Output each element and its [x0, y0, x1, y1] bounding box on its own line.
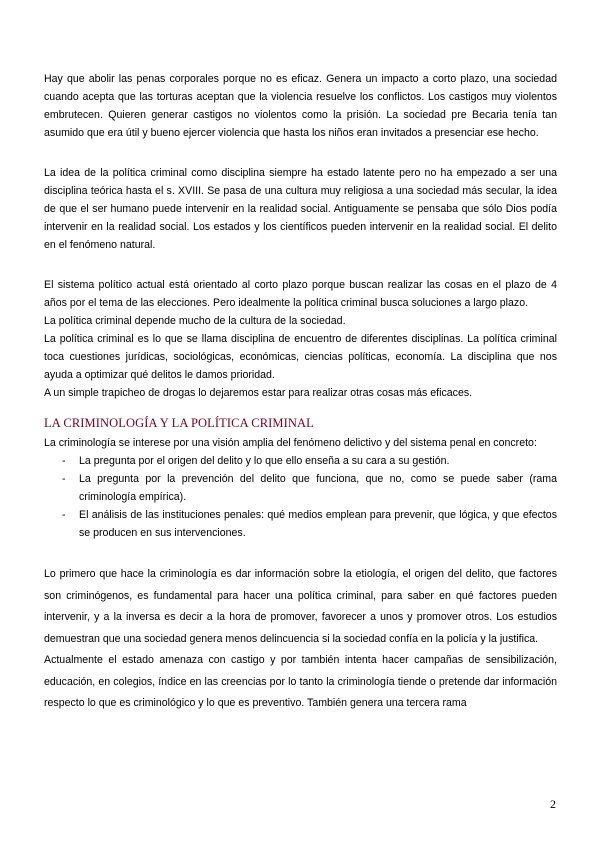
dash-bullet: - [62, 509, 66, 521]
list-item [64, 452, 557, 470]
paragraph-trapicheo: A un simple trapicheo de drogas lo dejaremos estar para realizar otras cosas más eficaces. [44, 387, 473, 399]
list-item [64, 470, 557, 506]
bullet-list [44, 452, 557, 542]
paragraph-sistema-politico: El sistema político actual está orientado al corto plazo porque buscan realizar las cosas en el plazo de 4 años por el tema de las elecciones. Pero idealmente la política criminal busca soluciones a largo plazo. [44, 279, 557, 309]
list-item-text: La pregunta por la prevención del delito que funciona, que no, como se puede saber (rama criminología empírica). [79, 473, 557, 503]
page-number: 2 [550, 797, 556, 811]
list-item-text: El análisis de las instituciones penales: qué medios emplean para prevenir, que lógica, y que efectos se producen en sus intervenciones. [79, 509, 557, 539]
list-item [64, 506, 557, 542]
paragraph-politica-criminal-disciplina: La idea de la política criminal como disciplina siempre ha estado latente pero no ha empezado a ser una disciplina teórica hasta el s. XVIII. Se pasa de una cultura muy religiosa a una sociedad más secular, la idea de que el ser humano puede intervenir en la realidad social. Antiguamente se pensaba que sólo Dios podía intervenir en la realidad social. Los estados y los científicos pueden intervenir en la realidad social. El delito en el fenómeno natural. [44, 167, 557, 251]
list-item-text: La pregunta por el origen del delito y lo que ello enseña a su cara a su gestión. [79, 455, 450, 467]
paragraph-etiologia: Lo primero que hace la criminología es dar información sobre la etiología, el origen del delito, que factores son criminógenos, es fundamental para hacer una política criminal, para saber en qué factores pueden intervenir, y a la inversa es decir a la hora de promover, favorecer a unos y promover otros. Los estudios demuestran que una sociedad genera menos delincuencia si la sociedad confía en la policía y la justifica. [44, 568, 557, 645]
paragraph-penas-corporales: Hay que abolir las penas corporales porque no es eficaz. Genera un impacto a corto plazo, una sociedad cuando acepta que las torturas aceptan que la violencia resuelve los conflictos. Los castigos muy violentos embrutecen. Quieren generar castigos no violentos como la prisión. La sociedad pre Becaria tenía tan asumido que era útil y bueno ejercer violencia que hasta los niños eran invitados a presenciar ese hecho. [44, 73, 557, 139]
dash-bullet: - [62, 473, 66, 485]
section-intro: La criminología se interese por una visión amplia del fenómeno delictivo y del sistema penal en concreto: [44, 437, 537, 449]
dash-bullet: - [62, 455, 66, 467]
paragraph-disciplina-encuentro: La política criminal es lo que se llama disciplina de encuentro de diferentes disciplinas. La política criminal toca cuestiones jurídicas, sociológicas, económicas, ciencias políticas, economía. La disciplina que nos ayuda a optimizar qué delitos le damos prioridad. [44, 333, 557, 381]
paragraph-cultura-sociedad: La política criminal depende mucho de la cultura de la sociedad. [44, 315, 346, 327]
section-heading: LA CRIMINOLOGÍA Y LA POLÍTICA CRIMINAL [44, 416, 314, 430]
paragraph-estado-amenaza: Actualmente el estado amenaza con castigo y por también intenta hacer campañas de sensibilización, educación, en colegios, índice en las creencias por lo tanto la criminología tiende o pretende dar información respecto lo que es criminológico y lo que es preventivo. También genera una tercera rama [44, 654, 557, 709]
document-body [44, 70, 557, 715]
